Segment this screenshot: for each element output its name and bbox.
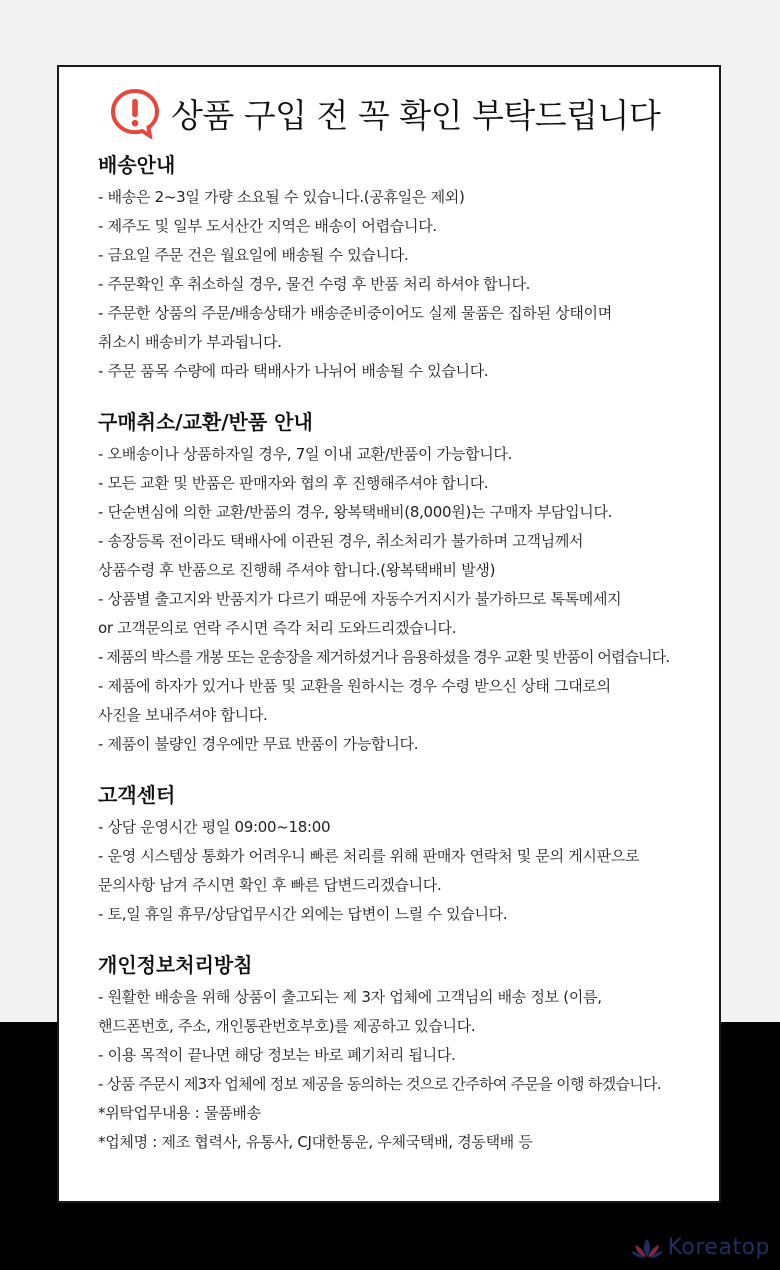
notice-line: - 단순변심에 의한 교환/반품의 경우, 왕복택배비(8,000원)는 구매자 부담입니다. <box>98 503 613 521</box>
notice-line: - 이용 목적이 끝나면 해당 정보는 바로 폐기처리 됩니다. <box>98 1046 456 1064</box>
notice-line: - 토,일 휴일 휴무/상담업무시간 외에는 답변이 느릴 수 있습니다. <box>98 905 508 923</box>
watermark-text: Koreatop <box>667 1235 770 1260</box>
notice-line: 사진을 보내주셔야 합니다. <box>98 706 268 724</box>
notice-line: - 금요일 주문 건은 월요일에 배송될 수 있습니다. <box>98 246 409 264</box>
notice-line: - 주문확인 후 취소하실 경우, 물건 수령 후 반품 처리 하셔야 합니다. <box>98 275 531 293</box>
section-title: 배송안내 <box>98 153 176 177</box>
section-delivery <box>98 147 723 386</box>
notice-line: - 원활한 배송을 위해 상품이 출고되는 제 3자 업체에 고객님의 배송 정보 (이름, <box>98 988 602 1006</box>
notice-line: - 상품 주문시 제3자 업체에 정보 제공을 동의하는 것으로 간주하여 주문을 이행 하겠습니다. <box>98 1075 661 1093</box>
notice-line: - 제품이 불량인 경우에만 무료 반품이 가능합니다. <box>98 735 419 753</box>
notice-line: - 오배송이나 상품하자일 경우, 7일 이내 교환/반품이 가능합니다. <box>98 445 513 463</box>
notice-line: - 제주도 및 일부 도서산간 지역은 배송이 어렵습니다. <box>98 217 437 235</box>
notice-content <box>98 147 723 1175</box>
notice-line: - 모든 교환 및 반품은 판매자와 협의 후 진행해주셔야 합니다. <box>98 474 489 492</box>
notice-line: 문의사항 남겨 주시면 확인 후 빠른 답변드리겠습니다. <box>98 876 442 894</box>
notice-line: - 상담 운영시간 평일 09:00~18:00 <box>98 818 331 836</box>
notice-line: - 송장등록 전이라도 택배사에 이관된 경우, 취소처리가 불가하며 고객님께서 <box>98 532 584 550</box>
watermark <box>630 1235 770 1260</box>
headline-text: 상품 구입 전 꼭 확인 부탁드립니다 <box>171 95 661 135</box>
notice-line: - 제품의 박스를 개봉 또는 운송장을 제거하셨거나 음용하셨을 경우 교환 및 반품이 어렵습니다. <box>98 648 670 666</box>
lotus-icon <box>630 1237 664 1259</box>
notice-line: - 배송은 2~3일 가량 소요될 수 있습니다.(공휴일은 제외) <box>98 188 465 206</box>
notice-line: or 고객문의로 연락 주시면 즉각 처리 도와드리겠습니다. <box>98 619 457 637</box>
section-customer-center <box>98 777 723 929</box>
section-title: 개인정보처리방침 <box>98 953 253 977</box>
notice-line: 핸드폰번호, 주소, 개인통관번호부호)를 제공하고 있습니다. <box>98 1017 476 1035</box>
notice-line: *업체명 : 제조 협력사, 유통사, CJ대한통운, 우체국택배, 경동택배 등 <box>98 1133 533 1151</box>
notice-headline <box>109 85 660 141</box>
section-title: 고객센터 <box>98 783 176 807</box>
notice-line: - 운영 시스템상 통화가 어려우니 빠른 처리를 위해 판매자 연락처 및 문의 게시판으로 <box>98 847 640 865</box>
notice-card <box>57 65 721 1203</box>
section-title: 구매취소/교환/반품 안내 <box>98 410 313 434</box>
notice-line: - 제품에 하자가 있거나 반품 및 교환을 원하시는 경우 수령 받으신 상태 그대로의 <box>98 677 611 695</box>
notice-line: 상품수령 후 반품으로 진행해 주셔야 합니다.(왕복택배비 발생) <box>98 561 496 579</box>
notice-line: - 상품별 출고지와 반품지가 다르기 때문에 자동수거지시가 불가하므로 톡톡메세지 <box>98 590 622 608</box>
notice-line: - 주문 품목 수량에 따라 택배사가 나뉘어 배송될 수 있습니다. <box>98 362 489 380</box>
section-cancel-exchange-return <box>98 404 723 759</box>
alert-speech-bubble-icon <box>109 87 161 139</box>
notice-line: *위탁업무내용 : 물품배송 <box>98 1104 261 1122</box>
section-privacy-policy <box>98 947 723 1157</box>
notice-line: 취소시 배송비가 부과됩니다. <box>98 333 282 351</box>
notice-line: - 주문한 상품의 주문/배송상태가 배송준비중이어도 실제 물품은 집하된 상태이며 <box>98 304 612 322</box>
